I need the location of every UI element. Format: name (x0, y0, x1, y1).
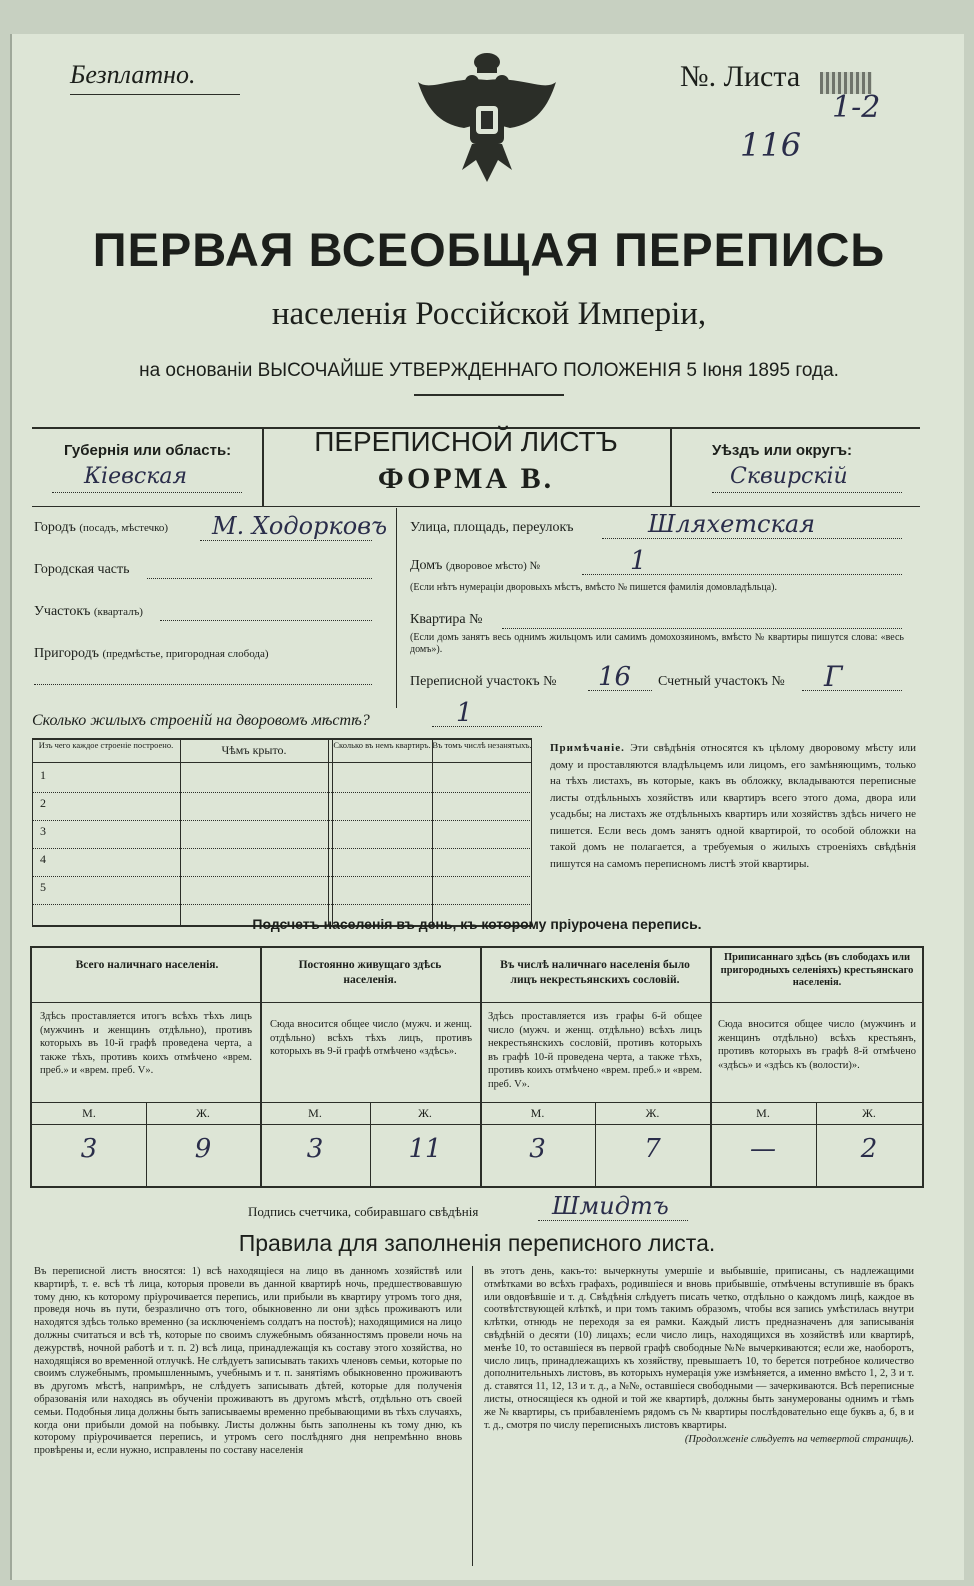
signature-value: Шмидтъ (552, 1192, 669, 1220)
kvartira-label: Квартира № (410, 612, 483, 627)
buildings-table (32, 738, 532, 926)
signature-label: Подпись счетчика, собиравшаго свѣдѣнія (248, 1204, 479, 1219)
pop-col-nonpeasant-desc: Здѣсь проставляется изъ графы 6-й общее число (мужч. и женщ. отдѣльно) всѣхъ лицъ некрестьянскихъ сословій, противъ которыхъ въ графѣ 10-й проведена черта, а также тѣхъ, противъ коихъ отмѣчено «врем. преб.» и «врем. преб. V». (488, 1011, 702, 1090)
pop-permanent-zh: 11 (408, 1134, 442, 1164)
buildings-row-number: 2 (40, 796, 46, 810)
rules-left-text: Въ переписной листъ вносятся: 1) всѣ находящіеся на лицо въ данномъ хозяйствѣ или квартирѣ, т. е. всѣ тѣ лица, которыя провели въ данной квартирѣ ночь, предшествовавшую тому дню, къ которому пріурочивается перепись, или прибыли въ квартиру утромъ того дня, проведя ночь въ пути, безразлично отъ того, обыкновенно ли они здѣсь проживаютъ или находятся здѣсь только временно (за исключеніемъ солдатъ на постоѣ); находящимися на лицо должны считаться и всѣ тѣ, которые по своимъ служебнымъ обязанностямъ провели ночь на дежурствѣ, ночной работѣ и т. п. 2) всѣ лица, принадлежащія къ составу этого хозяйства, но находящіяся во временной отлучкѣ. Не слѣдуетъ записывать такихъ членовъ семьи, которые по своимъ служебнымъ, промышленнымъ, учебнымъ и т. п. занятіямъ обыкновенно проживаютъ въ другомъ мѣстѣ, напримѣръ, не слѣдуетъ записывать дѣтей, которые для полученія образованія или находясь въ обученіи проживаютъ въ другомъ мѣстѣ, отдѣльно отъ своей семьи. Подобныя лица должны быть записываемы временно пребывающими въ тѣхъ случаяхъ, когда они прибыли домой на побывку. Листы должны быть заполнены къ тому дню, къ которому пріурочивается перепись, и утромъ сего послѣдняго дня непремѣнно вновь провѣрены и, если нужно, исправлены по составу населенія (34, 1266, 462, 1457)
buildings-note: Примѣчаніе. Эти свѣдѣнія относятся къ цѣлому дворовому мѣсту или дому и проставляются владѣльцемъ или лицомъ, его замѣняющимъ, только на тѣхъ листахъ, въ которые, какъ въ обложку, вкладываются переписные листы отдѣльныхъ хозяйствъ или квартиръ всего этого дома, двора или усадьбы; на листахъ же отдѣльныхъ квартиръ или хозяйствъ здѣсь ничего не пишется. Если весь домъ занятъ одной квартирой, то особой обложки на такой домъ не полагается, а требуемыя о жилыхъ строеніяхъ свѣдѣнія пишутся на самомъ переписномъ листѣ этой квартиры. (550, 742, 916, 870)
pop-total-m: 3 (80, 1134, 98, 1164)
dom-value: 1 (630, 546, 647, 576)
pop-permanent-m: 3 (306, 1134, 324, 1164)
pop-peasant-m: — (750, 1134, 776, 1164)
pop-peasant-zh: 2 (860, 1134, 878, 1164)
population-table (30, 946, 924, 1188)
uchastok-field: Участокъ (кварталъ) (34, 604, 143, 619)
pop-m-header: М. (308, 1106, 322, 1120)
dom-field: Домъ (дворовое мѣсто) № (410, 558, 541, 573)
buildings-row-number: 3 (40, 824, 46, 838)
rules-left-column (34, 1266, 462, 1458)
perepis-uchastok-value: 16 (598, 662, 632, 692)
pop-col-peasant-desc: Сюда вносится общее число (мужчинъ и женщинъ отдѣльно) всѣхъ крестьянъ, противъ которыхъ въ графѣ 8-й отмѣчено «здѣсь» и «здѣсь къ (волости)». (718, 1019, 916, 1071)
buildings-question: Сколько жилыхъ строеній на дворовомъ мѣстѣ? (32, 712, 370, 729)
list-title: ПЕРЕПИСНОЙ ЛИСТЪ (314, 426, 618, 457)
gorod-field: Городъ (посадъ, мѣстечко) (34, 520, 169, 535)
schet-uchastok-label: Счетный участокъ № (658, 674, 785, 689)
free-label: Безплатно. (70, 60, 196, 89)
pop-col-peasant-title: Приписаннаго здѣсь (въ слободахъ или пригородныхъ селеніяхъ) крестьянскаго населенія. (720, 952, 914, 988)
pop-m-header: М. (756, 1106, 770, 1120)
page-subtitle: населенія Россійской Имперіи, (271, 296, 707, 332)
sheet-number-value: 1-2 (832, 90, 881, 125)
pop-total-zh: 9 (194, 1134, 212, 1164)
buildings-col-material: Изъ чего каждое строеніе построено. (38, 740, 174, 750)
pop-zh-header: Ж. (196, 1106, 210, 1120)
pop-m-header: М. (530, 1106, 545, 1120)
dom-note: (Если нѣтъ нумераціи дворовыхъ мѣстъ, вмѣсто № пишется фамилія домовладѣльца). (410, 582, 777, 593)
kvartira-note: (Если домъ занятъ весь однимъ жильцомъ или самимъ домохозяиномъ, вмѣсто № квартиры пишутся слова: «весь домъ»). (410, 632, 904, 655)
pop-zh-header: Ж. (645, 1106, 660, 1120)
rules-right-column (484, 1266, 914, 1447)
census-sheet (10, 34, 964, 1580)
uezd-value: Сквирскій (730, 464, 848, 489)
pop-col-total-title: Всего наличнаго населенія. (75, 959, 219, 971)
ulitsa-value: Шляхетская (648, 510, 816, 538)
ulitsa-label: Улица, площадь, переулокъ (410, 520, 574, 535)
pop-zh-header: Ж. (418, 1106, 432, 1120)
buildings-col-roof: Чѣмъ крыто. (221, 743, 287, 757)
pop-col-permanent-title: Постоянно живущаго здѣсь населенія. (298, 959, 442, 986)
rules-title: Правила для заполненія переписного листа. (238, 1230, 716, 1256)
uezd-label: Уѣздъ или округъ: (712, 442, 853, 459)
rules-right-text: въ этотъ день, какъ-то: вычеркнуты умершіе и выбывшіе, приписаны, съ надлежащими отмѣтками во всѣхъ графахъ, родившіеся и вновь прибывшіе, отмѣчены вступившіе въ бракъ или овдовѣвшіе и т. д. Свѣдѣнія слѣдуетъ писать четко, отдѣльно о каждомъ лицѣ, каждое въ соотвѣтствующей клѣткѣ, и при томъ такимъ образомъ, чтобы вся запись умѣстилась внутри клѣтки, отнюдь не переходя за ея рамки. Каждый листъ предназначенъ для записыванія свѣдѣній о десяти (10) лицахъ; если число лицъ, находящихся въ хозяйствѣ или квартирѣ, менѣе 10, то оставшіеся въ первой графѣ свободные №№ вычеркиваются; если же, наоборотъ, число лицъ, принадлежащихъ къ хозяйству, превышаетъ 10, то берется потребное количество дополнительныхъ листовъ, въ которыхъ нумерація уже измѣняется, а именно вмѣсто 1, 2, 3 и т. д. ставятся 11, 12, 13 и т. д., а №№, оставшіеся свободными — зачеркиваются. Всѣ переписные листы, относящіеся къ одной и той же квартирѣ, должны быть занумерованы однимъ и тѣмъ же № квартиры, съ прибавленіемъ рядомъ съ № квартиры послѣдовательно еще буквъ а, б, в и т. д., смотря по числу переписныхъ листовъ квартиры. (484, 1266, 914, 1431)
population-title: Подсчетъ населенія въ день, къ которому пріурочена перепись. (252, 916, 702, 932)
sheet-number-label: №. Листа (680, 60, 801, 93)
buildings-col-apartments: Сколько въ немъ квартиръ. (333, 740, 431, 750)
buildings-answer: 1 (456, 698, 473, 728)
decree-line: на основаніи ВЫСОЧАЙШЕ УТВЕРЖДЕННАГО ПОЛОЖЕНІЯ 5 Іюня 1895 года. (139, 360, 839, 381)
pop-nonpeasant-m: 3 (529, 1134, 546, 1164)
pop-col-nonpeasant-title: Въ числѣ наличнаго населенія было лицъ некрестьянскихъ сословій. (500, 959, 690, 986)
buildings-row-number: 5 (40, 880, 46, 894)
rules-continued: (Продолженіе слѣдуетъ на четвертой страницѣ). (684, 1434, 914, 1446)
buildings-col-vacant: Въ томъ числѣ незанятыхъ. (432, 740, 532, 750)
sheet-number-extra: 116 (740, 126, 802, 164)
pop-zh-header: Ж. (862, 1106, 876, 1120)
schet-uchastok-value: Г (824, 660, 843, 693)
form-name: ФОРМА В. (377, 462, 555, 495)
pop-m-header: М. (82, 1106, 96, 1120)
imperial-eagle-emblem (412, 52, 562, 192)
pop-col-permanent-desc: Сюда вносится общее число (мужч. и женщ. отдѣльно) всѣхъ тѣхъ лицъ, противъ которыхъ въ 9-й графѣ отмѣчено «здѣсь». (270, 1019, 472, 1057)
pop-col-total-desc: Здѣсь проставляется итогъ всѣхъ тѣхъ лицъ (мужчинъ и женщинъ отдѣльно), противъ которыхъ въ 10-й графѣ проведена черта, а также тѣхъ, противъ коихъ отмѣчено «врем. преб.» и «врем. преб. V». (40, 1011, 252, 1076)
buildings-row-number: 1 (40, 768, 46, 782)
pop-nonpeasant-zh: 7 (644, 1134, 661, 1164)
buildings-row-number: 4 (40, 852, 46, 866)
gubernia-label: Губернія или область: (64, 442, 232, 459)
prigorod-field: Пригородъ (предмѣстье, пригородная слобода) (34, 646, 269, 661)
chast-label: Городская часть (34, 562, 130, 577)
perepis-uchastok-label: Переписной участокъ № (410, 674, 557, 689)
gubernia-value: Кіевская (84, 464, 188, 489)
gorod-value: М. Ходорковъ (212, 512, 388, 540)
page-title: ПЕРВАЯ ВСЕОБЩАЯ ПЕРЕПИСЬ (92, 223, 886, 276)
